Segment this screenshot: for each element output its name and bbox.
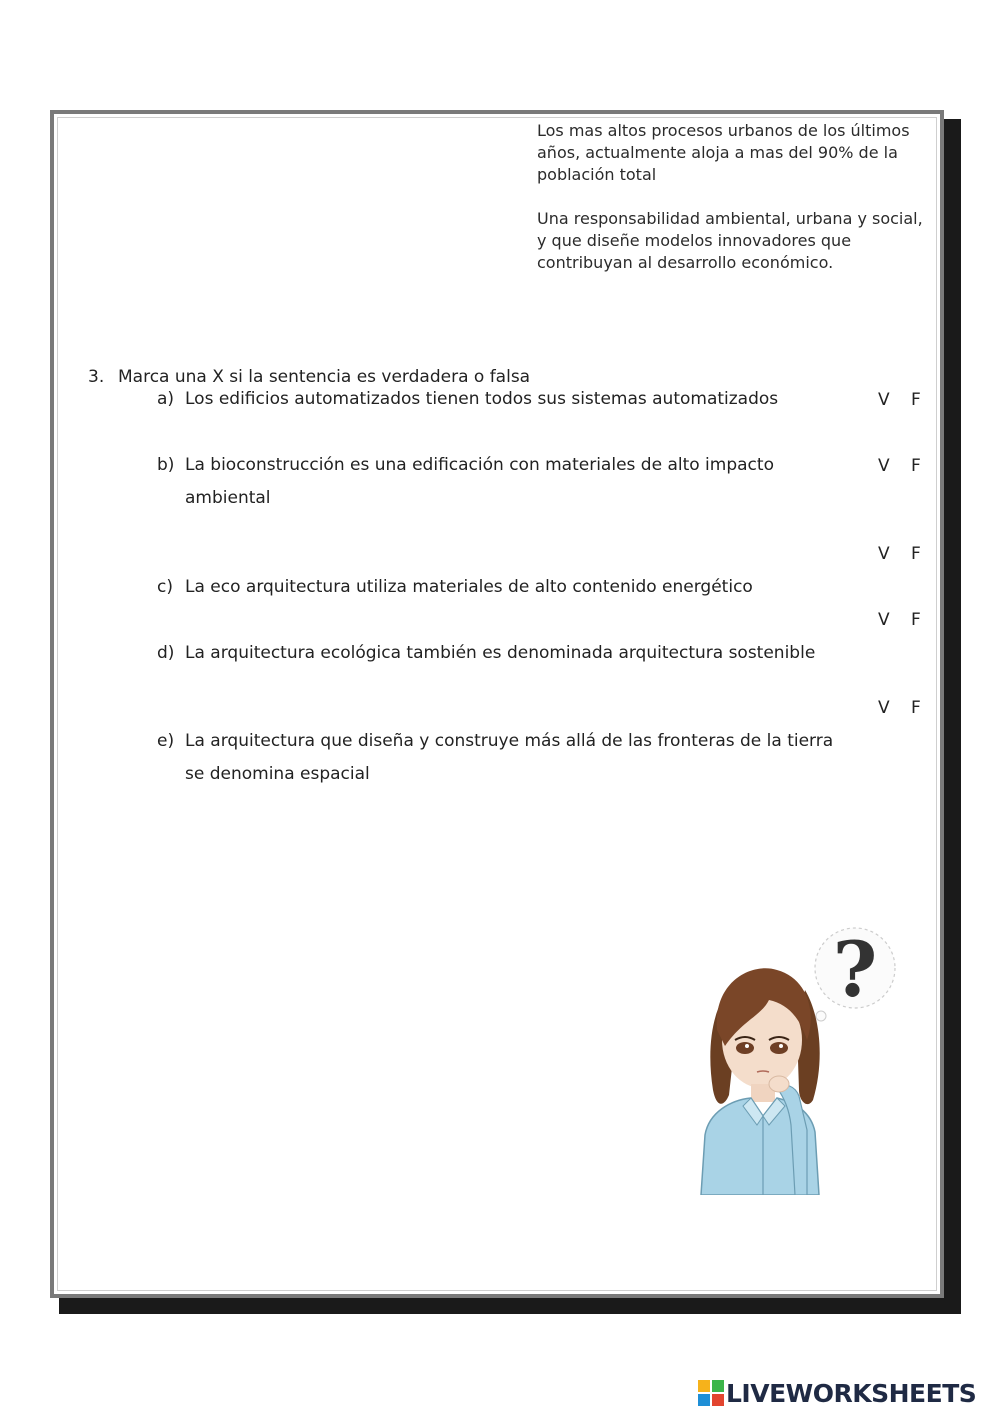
false-option-c[interactable]: F [911,544,921,564]
thought-bubble [810,925,895,1033]
true-option-c[interactable]: V [878,544,890,564]
statement-letter: d) [157,643,175,663]
liveworksheets-branding [698,1378,976,1408]
statement-letter: a) [157,389,175,409]
false-option-a[interactable]: F [911,390,921,410]
question-number: 3. [88,367,105,387]
statement-text: La arquitectura que diseña y construye más allá de las fronteras de la tierra se denomina espacial [185,731,834,784]
true-option-a[interactable]: V [878,390,890,410]
statement-letter: e) [157,731,175,751]
statement-text: Los edificios automatizados tienen todos sus sistemas automatizados [185,389,779,409]
thinking-girl-illustration [695,920,910,1195]
true-option-e[interactable]: V [878,698,890,718]
brand-name: LIVEWORKSHEETS [726,1378,977,1408]
question-prompt: Marca una X si la sentencia es verdadera o falsa [118,367,531,387]
statement-text: La bioconstrucción es una edificación con materiales de alto impacto ambiental [185,455,774,508]
statement-text: La arquitectura ecológica también es denominada arquitectura sostenible [185,643,816,663]
true-option-b[interactable]: V [878,456,890,476]
false-option-d[interactable]: F [911,610,921,630]
true-option-d[interactable]: V [878,610,890,630]
context-text-1: Los mas altos procesos urbanos de los últimos años, actualmente aloja a mas del 90% de la población total [537,121,910,184]
liveworksheets-logo-icon [698,1380,724,1406]
context-text-2: Una responsabilidad ambiental, urbana y social, y que diseñe modelos innovadores que contribuyan al desarrollo económico. [537,209,923,272]
statement-letter: b) [157,455,175,475]
false-option-e[interactable]: F [911,698,921,718]
statement-letter: c) [157,577,173,597]
question-mark-icon: ? [832,925,878,1014]
false-option-b[interactable]: F [911,456,921,476]
statement-text: La eco arquitectura utiliza materiales de alto contenido energético [185,577,753,597]
